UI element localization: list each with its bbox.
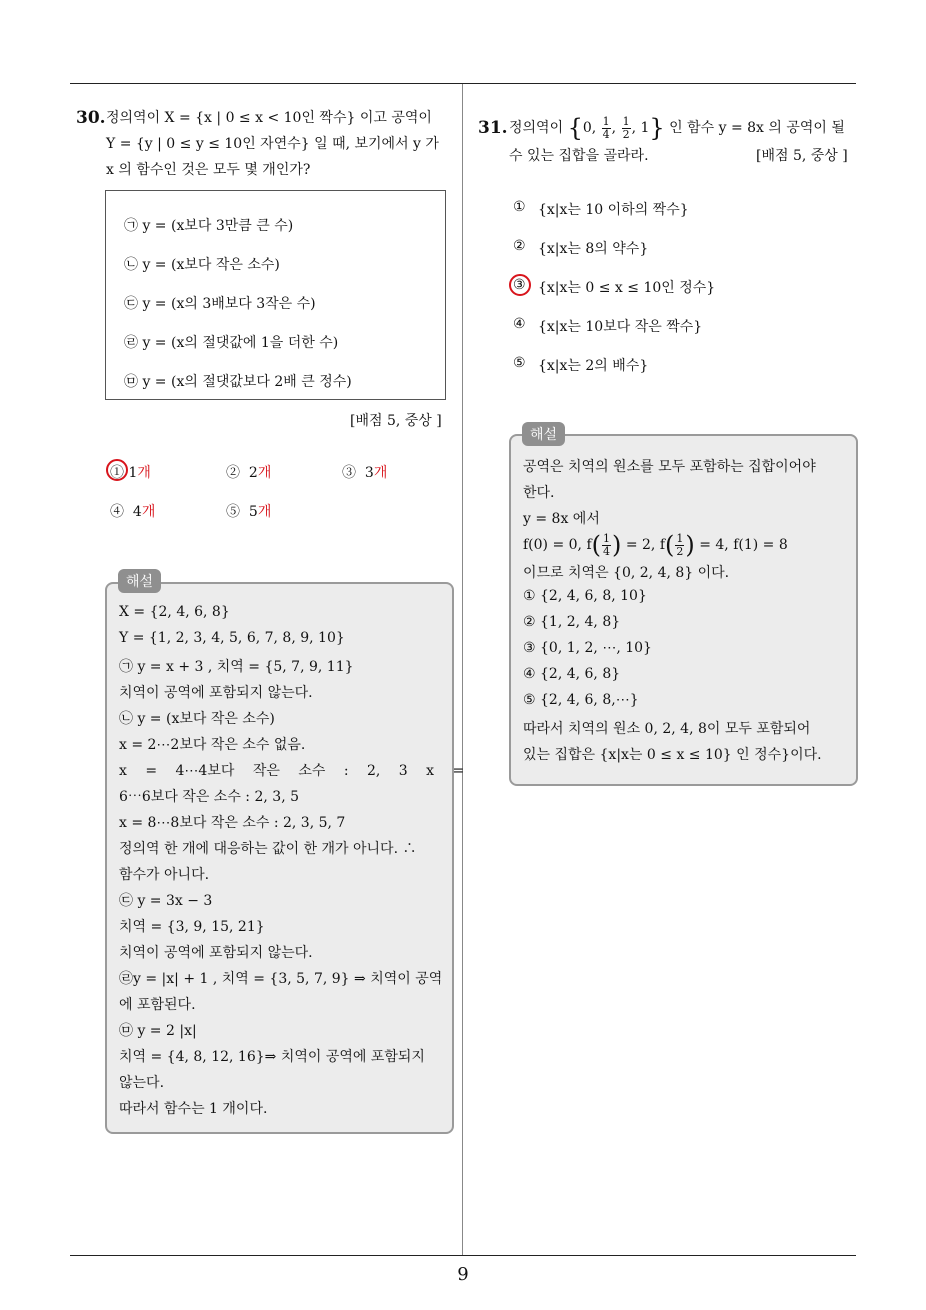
q30-option-unit: 개: [257, 465, 272, 481]
solution-line: ② {1, 2, 4, 8}: [523, 614, 621, 630]
solution-line: 치역이 공역에 포함되지 않는다.: [119, 685, 313, 701]
column-divider: [462, 84, 463, 1256]
solution-line: 정의역 한 개에 대응하는 값이 한 개가 아니다. ∴: [119, 841, 417, 857]
comma: ,: [611, 120, 617, 136]
q30-score: [배점 5, 중상 ]: [350, 413, 442, 429]
q31-option-mark: ⑤: [513, 355, 526, 371]
f-part-b: = 2, f: [625, 537, 666, 553]
q31-number: 31.: [478, 118, 508, 138]
q30-option-mark: ①: [110, 465, 124, 481]
q30-solution-label: 해설: [118, 569, 161, 593]
solution-line: x = 2⋯2보다 작은 소수 없음.: [119, 737, 306, 753]
solution-line: 따라서 함수는 1 개이다.: [119, 1101, 268, 1117]
frac-num: 1: [676, 531, 684, 545]
q31-option-2[interactable]: {x|x는 8의 약수}: [538, 241, 649, 257]
q30-option-num: 3: [364, 465, 374, 481]
f-part-a: f(0) = 0, f: [523, 537, 592, 553]
solution-line: Y = {1, 2, 3, 4, 5, 6, 7, 8, 9, 10}: [119, 630, 345, 646]
solution-line: 따라서 치역의 원소 0, 2, 4, 8이 모두 포함되어: [523, 721, 811, 737]
q30-option-num: 1: [128, 465, 138, 481]
paren-open: (: [665, 531, 675, 559]
solution-line: 치역이 공역에 포함되지 않는다.: [119, 945, 313, 961]
solution-line: X = {2, 4, 6, 8}: [119, 604, 230, 620]
fraction-quarter: [602, 116, 611, 141]
solution-line: ㉠ y = x + 3 , 치역 = {5, 7, 9, 11}: [119, 659, 354, 675]
solution-line: ⑤ {2, 4, 6, 8,⋯}: [523, 692, 639, 708]
frac-den: 2: [676, 544, 684, 558]
frac-num: 1: [602, 114, 610, 128]
solution-line: 6⋯6보다 작은 소수 : 2, 3, 5: [119, 789, 299, 805]
frac-den: 2: [622, 127, 630, 141]
paren-open: (: [591, 531, 602, 559]
q31-option-1[interactable]: {x|x는 10 이하의 짝수}: [538, 202, 689, 218]
q30-option-num: 5: [248, 504, 258, 520]
fraction-half: [675, 533, 684, 558]
q30-number: 30.: [76, 108, 106, 128]
solution-line: 치역 = {3, 9, 15, 21}: [119, 919, 265, 935]
solution-line: ㉣y = |x| + 1 , 치역 = {3, 5, 7, 9} ⇒ 치역이 공역: [119, 971, 443, 987]
q30-box-item: ㉠ y = (x보다 3만큼 큰 수): [124, 218, 294, 234]
solution-line: y = 8x 에서: [523, 511, 600, 527]
q30-option-3[interactable]: [342, 462, 387, 482]
q31-option-4[interactable]: {x|x는 10보다 작은 짝수}: [538, 319, 703, 335]
q30-stem-line3: x 의 함수인 것은 모두 몇 개인가?: [106, 162, 311, 178]
fraction-half: [622, 116, 631, 141]
paren-close: ): [685, 531, 695, 559]
solution-line: 한다.: [523, 485, 555, 501]
frac-num: 1: [603, 531, 611, 545]
paren-close: ): [612, 531, 622, 559]
q31-stem-line1: [509, 108, 845, 148]
solution-line: ㉡ y = (x보다 작은 소수): [119, 711, 275, 727]
frac-den: 4: [603, 544, 611, 558]
q30-option-5[interactable]: [226, 501, 271, 521]
q31-option-mark: ①: [513, 199, 526, 215]
answer-circle-mark: [106, 459, 128, 481]
q30-option-unit: 개: [257, 504, 272, 520]
solution-line: 있는 집합은 {x|x는 0 ≤ x ≤ 10} 인 정수}이다.: [523, 747, 822, 763]
q30-option-unit: 개: [373, 465, 388, 481]
q30-box-item: ㉣ y = (x의 절댓값에 1을 더한 수): [124, 335, 339, 351]
q30-option-mark: ②: [226, 465, 240, 481]
q30-option-mark: ④: [110, 504, 124, 520]
q31-score: [배점 5, 중상 ]: [756, 148, 848, 164]
q30-option-unit: 개: [141, 504, 156, 520]
solution-line: 치역 = {4, 8, 12, 16}⇒ 치역이 공역에 포함되지: [119, 1049, 425, 1065]
solution-line: 함수가 아니다.: [119, 867, 210, 883]
q31-solution-box: [509, 434, 858, 786]
q30-option-4[interactable]: [110, 501, 155, 521]
brace-open: {: [567, 114, 583, 142]
q31-option-mark: ③: [513, 277, 526, 293]
q31-stem-line2: 수 있는 집합을 골라라.: [509, 148, 649, 164]
q31-option-5[interactable]: {x|x는 2의 배수}: [538, 358, 649, 374]
q30-stem-line2: Y = {y | 0 ≤ y ≤ 10인 자연수} 일 때, 보기에서 y 가: [106, 136, 439, 152]
solution-line: 에 포함된다.: [119, 997, 196, 1013]
frac-den: 4: [602, 127, 610, 141]
q30-option-num: 2: [248, 465, 258, 481]
q30-option-num: 4: [132, 504, 142, 520]
bottom-rule: [70, 1255, 856, 1256]
q30-box-item: ㉤ y = (x의 절댓값보다 2배 큰 정수): [124, 374, 352, 390]
solution-line: ④ {2, 4, 6, 8}: [523, 666, 621, 682]
q30-option-mark: ③: [342, 465, 356, 481]
q30-option-unit: 개: [137, 465, 151, 481]
q30-stem-line1: 정의역이 X = {x | 0 ≤ x < 10인 짝수} 이고 공역이: [106, 110, 432, 126]
domain-zero: 0,: [582, 120, 597, 136]
q31-option-mark: ②: [513, 238, 526, 254]
solution-line: ③ {0, 1, 2, ⋯, 10}: [523, 640, 652, 656]
f-part-c: = 4, f(1) = 8: [699, 537, 788, 553]
solution-line: ㉤ y = 2 |x|: [119, 1023, 197, 1039]
top-rule: [70, 83, 856, 84]
q30-box-item: ㉢ y = (x의 3배보다 3작은 수): [124, 296, 316, 312]
solution-line: 않는다.: [119, 1075, 165, 1091]
q31-stem-pre: 정의역이: [509, 120, 564, 136]
solution-line: ① {2, 4, 6, 8, 10}: [523, 588, 647, 604]
domain-tail: , 1: [631, 120, 650, 136]
brace-close: }: [649, 114, 665, 142]
solution-line: x = 4⋯4보다 작은 소수 : 2, 3 x =: [119, 763, 465, 779]
frac-num: 1: [622, 114, 630, 128]
q30-solution-box: [105, 582, 465, 1134]
q31-option-3[interactable]: {x|x는 0 ≤ x ≤ 10인 정수}: [538, 280, 716, 296]
solution-line-f: [523, 528, 788, 562]
answer-circle-mark: [509, 274, 531, 296]
q31-solution-label: 해설: [522, 422, 565, 446]
q31-option-mark: ④: [513, 316, 526, 332]
q31-stem-post: 인 함수 y = 8x 의 공역이 될: [669, 120, 845, 136]
q30-example-box: [105, 190, 446, 400]
fraction-quarter: [602, 533, 611, 558]
q30-option-mark: ⑤: [226, 504, 240, 520]
solution-line: 이므로 치역은 {0, 2, 4, 8} 이다.: [523, 565, 730, 581]
q30-box-item: ㉡ y = (x보다 작은 소수): [124, 257, 280, 273]
solution-line: ㉢ y = 3x − 3: [119, 893, 213, 909]
solution-line: 공역은 치역의 원소를 모두 포함하는 집합이어야: [523, 459, 816, 475]
page-number: 9: [457, 1264, 469, 1285]
solution-line: x = 8⋯8보다 작은 소수 : 2, 3, 5, 7: [119, 815, 346, 831]
q30-option-2[interactable]: [226, 462, 271, 482]
